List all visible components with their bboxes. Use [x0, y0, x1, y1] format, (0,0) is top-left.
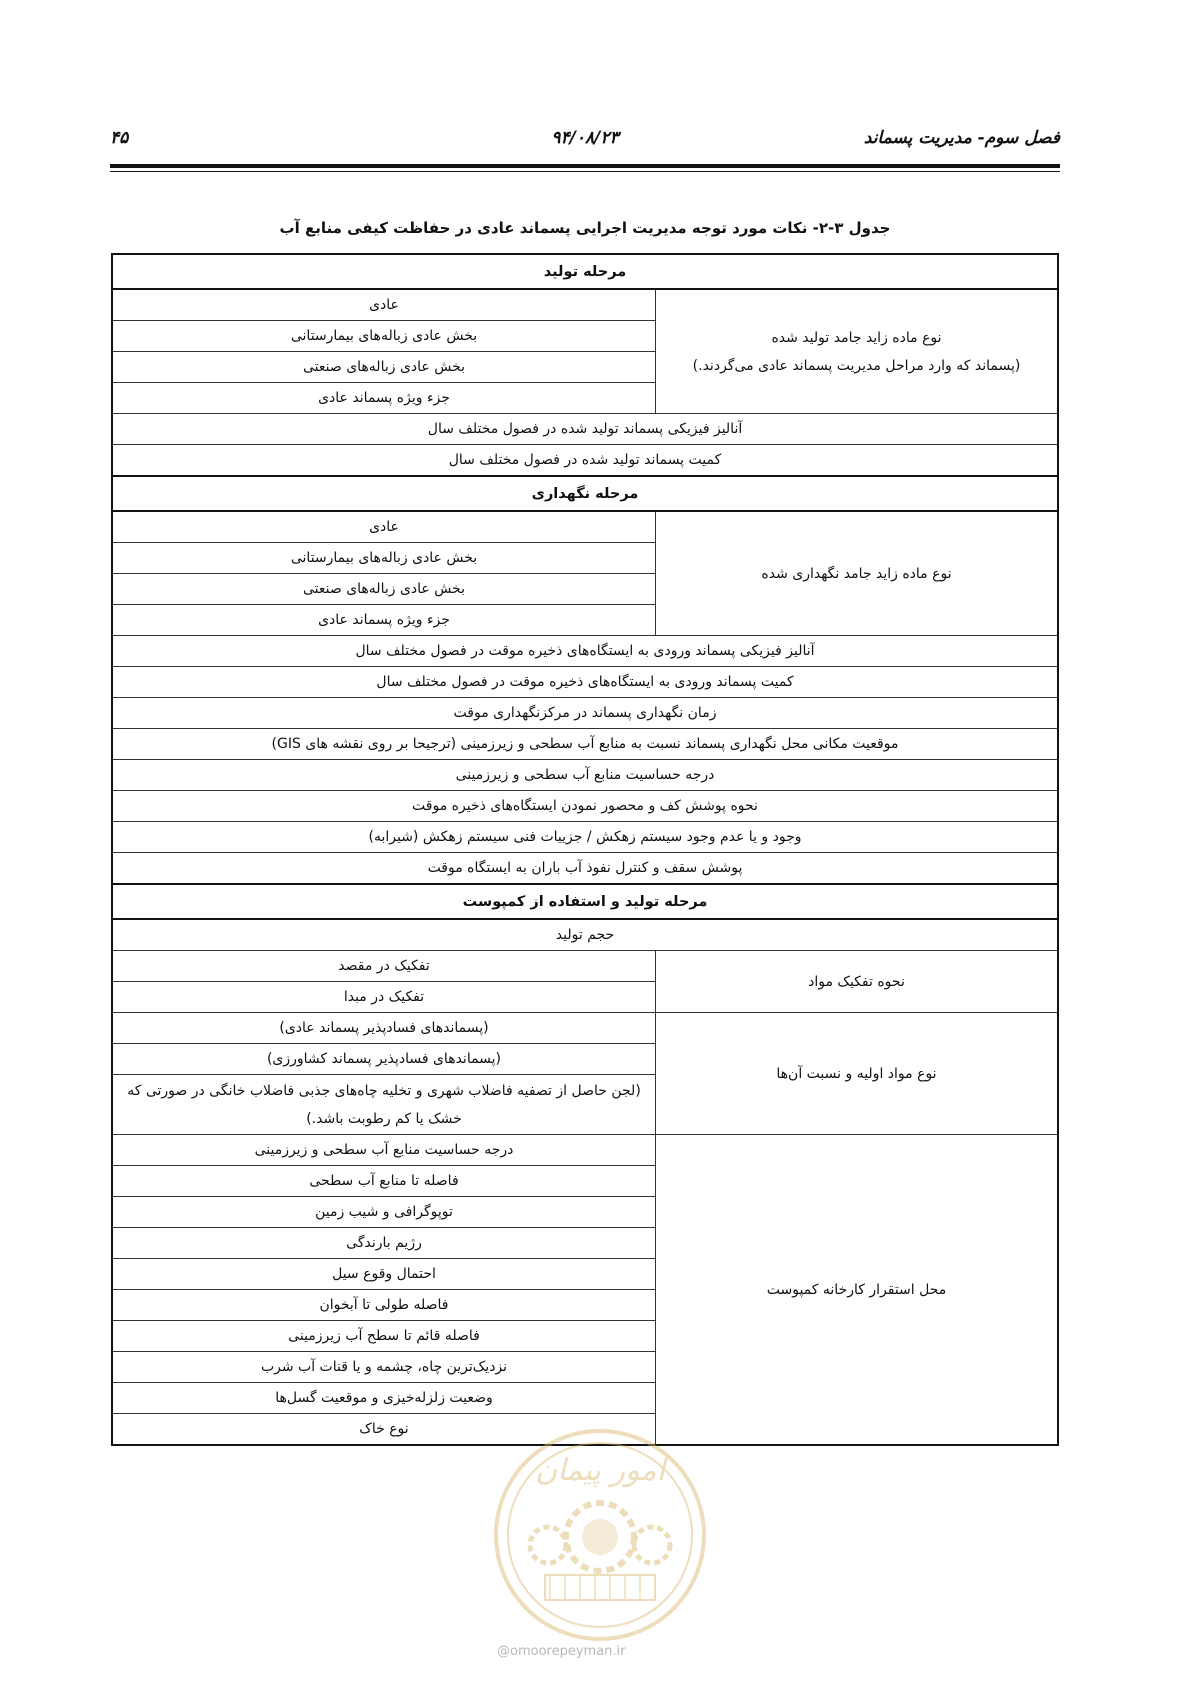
table-cell: فاصله طولی تا آبخوان	[112, 1290, 656, 1321]
section-title-storage: مرحله نگهداری	[112, 476, 1058, 511]
table-cell: درجه حساسیت منابع آب سطحی و زیرزمینی	[112, 760, 1058, 791]
table-cell: آنالیز فیزیکی پسماند تولید شده در فصول مختلف سال	[112, 414, 1058, 445]
table-cell: جزء ویژه پسماند عادی	[112, 383, 656, 414]
header-date: ۹۴/۰۸/۲۳	[551, 128, 619, 148]
table-cell: بخش عادی زباله‌های صنعتی	[112, 352, 656, 383]
table-cell: کمیت پسماند ورودی به ایستگاه‌های ذخیره موقت در فصول مختلف سال	[112, 667, 1058, 698]
omoorepeyman-logo-watermark	[490, 1425, 710, 1645]
table-cell: رژیم بارندگی	[112, 1228, 656, 1259]
table-row	[112, 636, 1058, 667]
table-cell: آنالیز فیزیکی پسماند ورودی به ایستگاه‌های ذخیره موقت در فصول مختلف سال	[112, 636, 1058, 667]
section-title-production: مرحله تولید	[112, 254, 1058, 289]
table-row	[112, 511, 1058, 543]
table-cell: حجم تولید	[112, 919, 1058, 951]
table-row	[112, 822, 1058, 853]
table-cell: نحوه پوشش کف و محصور نمودن ایستگاه‌های ذخیره موقت	[112, 791, 1058, 822]
table-cell: کمیت پسماند تولید شده در فصول مختلف سال	[112, 445, 1058, 477]
table-cell: موقعیت مکانی محل نگهداری پسماند نسبت به منابع آب سطحی و زیرزمینی (ترجیحا بر روی نقشه های GIS)	[112, 729, 1058, 760]
group-label-line-1: نوع ماده زاید جامد تولید شده	[771, 329, 942, 346]
table-cell: فاصله تا منابع آب سطحی	[112, 1166, 656, 1197]
table-cell: تفکیک در مقصد	[112, 951, 656, 982]
watermark-logo-text: امور پیمان	[535, 1453, 665, 1488]
group-label-line-2: (پسماند که وارد مراحل مدیریت پسماند عادی می‌گردند.)	[692, 357, 1021, 374]
table-cell: زمان نگهداری پسماند در مرکزنگهداری موقت	[112, 698, 1058, 729]
table-cell: جزء ویژه پسماند عادی	[112, 605, 656, 636]
section-row	[112, 476, 1058, 511]
table-cell: وضعیت زلزله‌خیزی و موقعیت گسل‌ها	[112, 1383, 656, 1414]
table-cell: (لجن حاصل از تصفیه فاضلاب شهری و تخلیه چاه‌های جذبی فاضلاب خانگی در صورتی که خشک یا کم رطوبت باشد.)	[112, 1075, 656, 1135]
table-row	[112, 445, 1058, 477]
table-cell: وجود و یا عدم وجود سیستم زهکش / جزییات فنی سیستم زهکش (شیرابه)	[112, 822, 1058, 853]
table-row	[112, 289, 1058, 321]
table-caption: جدول ۳-۲- نکات مورد توجه مدیریت اجرایی پسماند عادی در حفاظت کیفی منابع آب	[279, 219, 891, 237]
table-cell: نزدیک‌ترین چاه، چشمه و یا قنات آب شرب	[112, 1352, 656, 1383]
table-cell: (پسماندهای فسادپذیر پسماند عادی)	[112, 1013, 656, 1044]
table-cell: بخش عادی زباله‌های صنعتی	[112, 574, 656, 605]
group-label-plant-location: محل استقرار کارخانه کمپوست	[656, 1135, 1059, 1446]
table-row	[112, 1135, 1058, 1166]
table-cell: پوشش سقف و کنترل نفوذ آب باران به ایستگاه موقت	[112, 853, 1058, 885]
page-number: ۴۵	[110, 128, 129, 148]
table-cell: عادی	[112, 511, 656, 543]
water-quality-table	[111, 253, 1059, 1446]
table-row	[112, 1013, 1058, 1044]
table-row	[112, 667, 1058, 698]
table-cell: تفکیک در مبدا	[112, 982, 656, 1013]
table-cell: توپوگرافی و شیب زمین	[112, 1197, 656, 1228]
section-row	[112, 254, 1058, 289]
header-rule-thin	[110, 171, 1060, 172]
table-cell: (پسماندهای فسادپذیر پسماند کشاورزی)	[112, 1044, 656, 1075]
table-cell: نوع خاک	[112, 1414, 656, 1446]
table-cell: عادی	[112, 289, 656, 321]
table-row	[112, 951, 1058, 982]
group-label-stored-waste: نوع ماده زاید جامد نگهداری شده	[656, 511, 1059, 636]
group-label-generated-waste	[656, 289, 1059, 414]
table-row	[112, 414, 1058, 445]
table-row	[112, 791, 1058, 822]
table-cell: فاصله قائم تا سطح آب زیرزمینی	[112, 1321, 656, 1352]
table-cell: بخش عادی زباله‌های بیمارستانی	[112, 321, 656, 352]
section-title-compost: مرحله تولید و استفاده از کمپوست	[112, 884, 1058, 919]
group-label-separation: نحوه تفکیک مواد	[656, 951, 1059, 1013]
table-cell: بخش عادی زباله‌های بیمارستانی	[112, 543, 656, 574]
section-row	[112, 884, 1058, 919]
table-row	[112, 698, 1058, 729]
table-row	[112, 853, 1058, 885]
header-rule-thick	[110, 164, 1060, 168]
table-row	[112, 760, 1058, 791]
watermark-url: @omoorepeyman.ir	[497, 1644, 626, 1659]
table-row	[112, 919, 1058, 951]
page-header	[110, 128, 1060, 154]
table-cell: درجه حساسیت منابع آب سطحی و زیرزمینی	[112, 1135, 656, 1166]
chapter-title: فصل سوم- مدیریت پسماند	[863, 128, 1060, 148]
group-label-materials: نوع مواد اولیه و نسبت آن‌ها	[656, 1013, 1059, 1135]
table-row	[112, 729, 1058, 760]
table-cell: احتمال وقوع سیل	[112, 1259, 656, 1290]
